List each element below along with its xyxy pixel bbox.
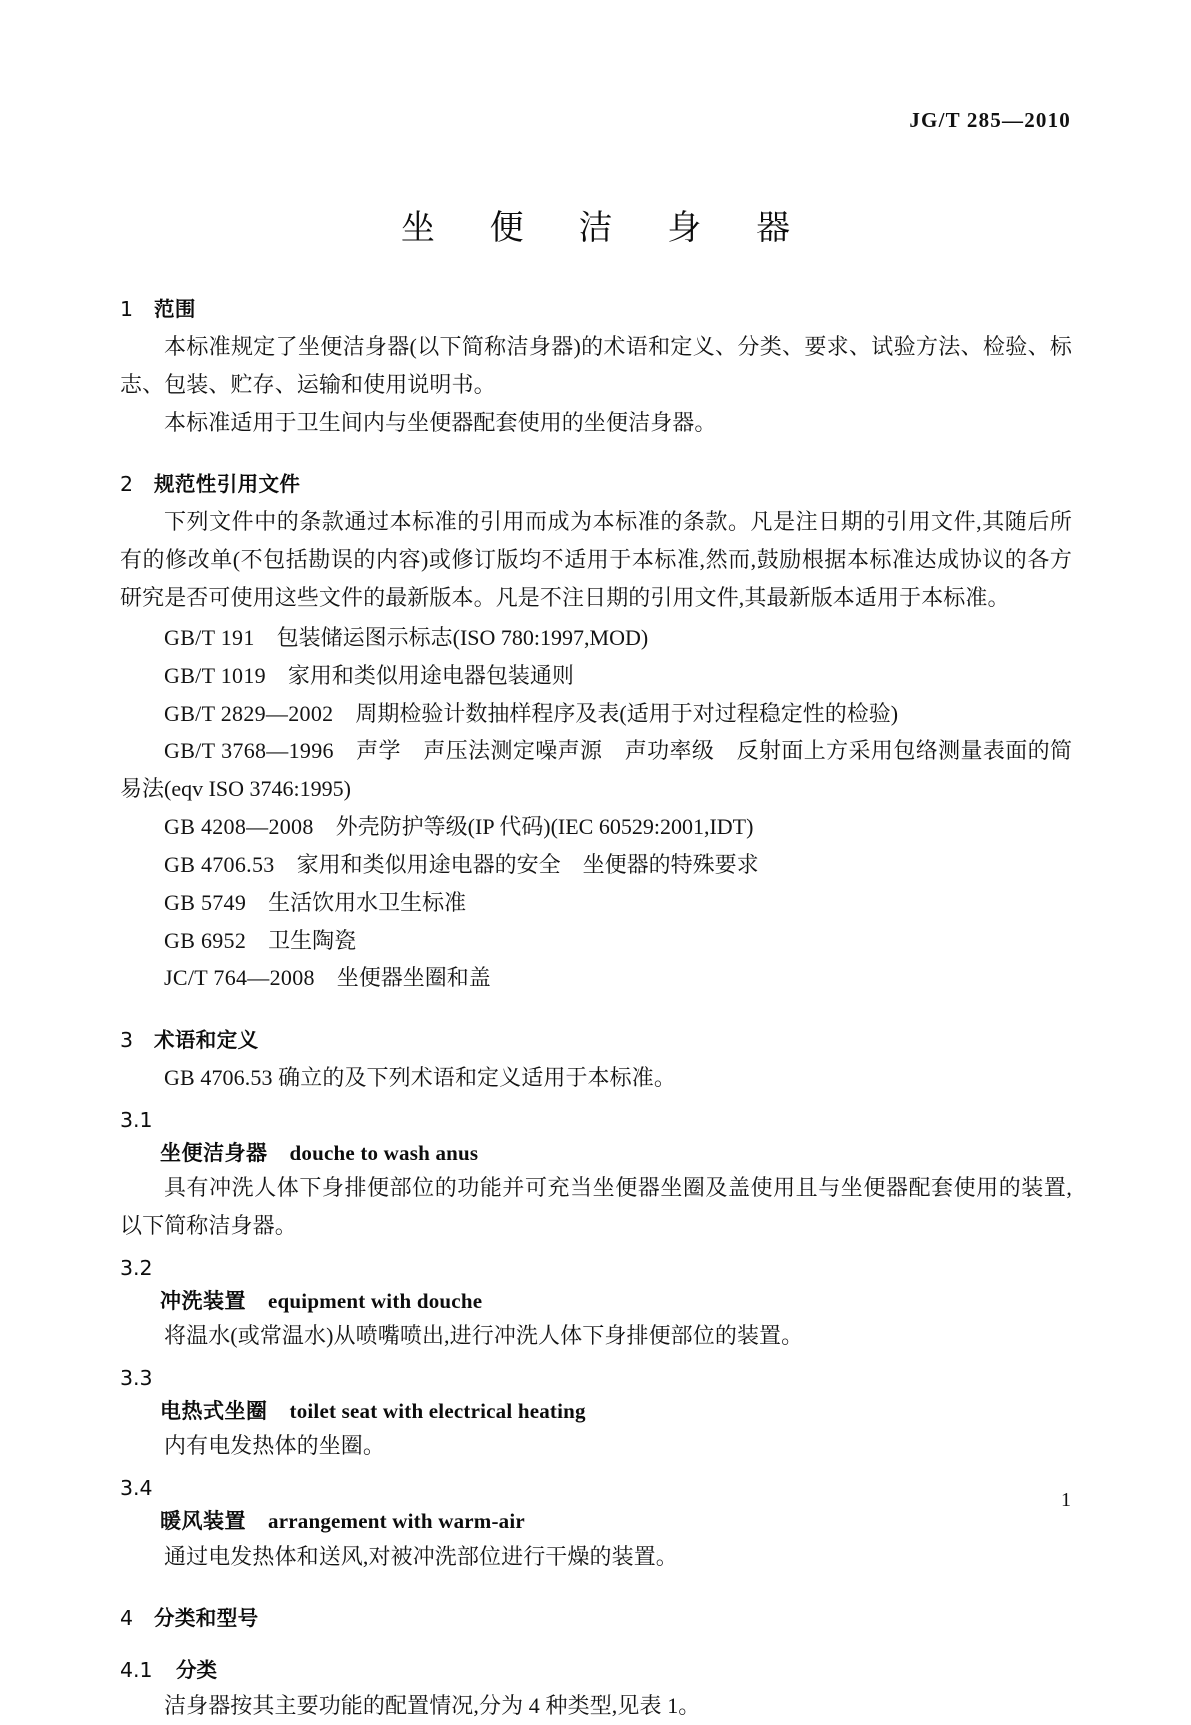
reference-designation: GB/T 1019: [164, 662, 266, 688]
reference-item: [120, 695, 1072, 733]
term-number-3-3: 3.3: [120, 1366, 153, 1391]
reference-item: [120, 808, 1072, 846]
clause-title-1: 范围: [154, 297, 196, 321]
standard-number: JG/T 285—2010: [909, 108, 1071, 132]
term-number-3-2: 3.2: [120, 1256, 153, 1281]
reference-designation: GB/T 2829—2002: [164, 700, 334, 726]
reference-item: [120, 846, 1072, 884]
clause-title-4-1: 分类: [176, 1658, 217, 1683]
clause-number-4: 4: [120, 1606, 134, 1631]
clause-1-paragraph-2: 本标准适用于卫生间内与坐便器配套使用的坐便洁身器。: [164, 409, 717, 435]
term-definition-3-1: 具有冲洗人体下身排便部位的功能并可充当坐便器坐圈及盖使用且与坐便器配套使用的装置,以下简称洁身器。: [120, 1175, 1072, 1239]
normative-references-list: [120, 619, 1072, 997]
reference-title: 周期检验计数抽样程序及表(适用于对过程稳定性的检验): [355, 700, 899, 726]
term-name-en: toilet seat with electrical heating: [289, 1398, 586, 1423]
reference-item: [120, 732, 1072, 808]
reference-title: 外壳防护等级(IP 代码)(IEC 60529:2001,IDT): [335, 814, 754, 840]
term-entry-3-3: [160, 1395, 1072, 1428]
clause-number-1: 1: [120, 297, 134, 321]
reference-item: [120, 657, 1072, 695]
term-number-3-1: 3.1: [120, 1108, 153, 1133]
reference-title: 生活饮用水卫生标准: [268, 889, 467, 915]
reference-designation: GB 4208—2008: [164, 814, 314, 840]
clause-title-3: 术语和定义: [154, 1028, 259, 1053]
document-body: [120, 292, 1072, 1725]
reference-item: [120, 619, 1072, 657]
term-number-3-4: 3.4: [120, 1476, 153, 1501]
reference-title: 坐便器坐圈和盖: [336, 965, 491, 991]
term-name-zh: 电热式坐圈: [160, 1398, 268, 1423]
reference-title: 包装储运图示标志(ISO 780:1997,MOD): [276, 624, 649, 650]
reference-title: 家用和类似用途电器的安全 坐便器的特殊要求: [296, 851, 759, 877]
clause-1-paragraph-1: 本标准规定了坐便洁身器(以下简称洁身器)的术语和定义、分类、要求、试验方法、检验、标志、包装、贮存、运输和使用说明书。: [120, 334, 1072, 397]
page-number: 1: [1061, 1489, 1071, 1511]
reference-item: [120, 884, 1072, 922]
clause-heading-4: [120, 1601, 1072, 1631]
document-title: 坐 便 洁 身 器: [400, 208, 813, 248]
clause-2-paragraph-1: 下列文件中的条款通过本标准的引用而成为本标准的条款。凡是注日期的引用文件,其随后所有的修改单(不包括勘误的内容)或修订版均不适用于本标准,然而,鼓励根据本标准达成协议的各方研究是否可使用这些文件的最新版本。凡是不注日期的引用文件,其最新版本适用于本标准。: [120, 509, 1072, 611]
term-name-zh: 坐便洁身器: [160, 1140, 268, 1165]
clause-3-paragraph-1: GB 4706.53 确立的及下列术语和定义适用于本标准。: [164, 1065, 676, 1091]
clause-4-1-paragraph-1: 洁身器按其主要功能的配置情况,分为 4 种类型,见表 1。: [164, 1693, 701, 1719]
term-name-en: equipment with douche: [268, 1288, 483, 1313]
term-name-zh: 冲洗装置: [160, 1288, 246, 1313]
reference-title: 声学 声压法测定噪声源 声功率级 反射面上方采用包络测量表面的简易法(eqv ISO 3746:1995): [120, 738, 1072, 802]
clause-title-4: 分类和型号: [154, 1606, 259, 1631]
term-name-en: arrangement with warm-air: [268, 1509, 525, 1534]
reference-designation: GB 6952: [164, 927, 247, 953]
term-name-zh: 暖风装置: [160, 1509, 246, 1534]
reference-item: [120, 922, 1072, 960]
reference-designation: GB/T 191: [164, 624, 255, 650]
term-entry-3-1: [160, 1137, 1072, 1170]
clause-heading-3: [120, 1023, 1072, 1053]
clause-heading-4-1: [120, 1653, 1072, 1683]
clause-number-3: 3: [120, 1028, 134, 1053]
reference-title: 家用和类似用途电器包装通则: [287, 662, 574, 688]
term-entry-3-2: [160, 1285, 1072, 1318]
reference-title: 卫生陶瓷: [268, 927, 357, 953]
reference-item: [120, 959, 1072, 997]
term-definition-3-3: 内有电发热体的坐圈。: [164, 1433, 386, 1459]
reference-designation: GB 5749: [164, 889, 247, 915]
reference-designation: GB/T 3768—1996: [164, 738, 334, 764]
term-name-en: douche to wash anus: [289, 1140, 479, 1165]
reference-designation: GB 4706.53: [164, 851, 275, 877]
term-definition-3-4: 通过电发热体和送风,对被冲洗部位进行干燥的装置。: [164, 1543, 678, 1569]
clause-title-2: 规范性引用文件: [154, 472, 301, 497]
clause-heading-2: [120, 467, 1072, 497]
term-definition-3-2: 将温水(或常温水)从喷嘴喷出,进行冲洗人体下身排便部位的装置。: [164, 1323, 804, 1349]
clause-number-4-1: 4.1: [120, 1658, 153, 1683]
clause-heading-1: [120, 292, 1072, 322]
page-header: [120, 108, 1071, 138]
term-entry-3-4: [160, 1505, 1072, 1538]
clause-number-2: 2: [120, 472, 134, 497]
reference-designation: JC/T 764—2008: [164, 965, 315, 991]
